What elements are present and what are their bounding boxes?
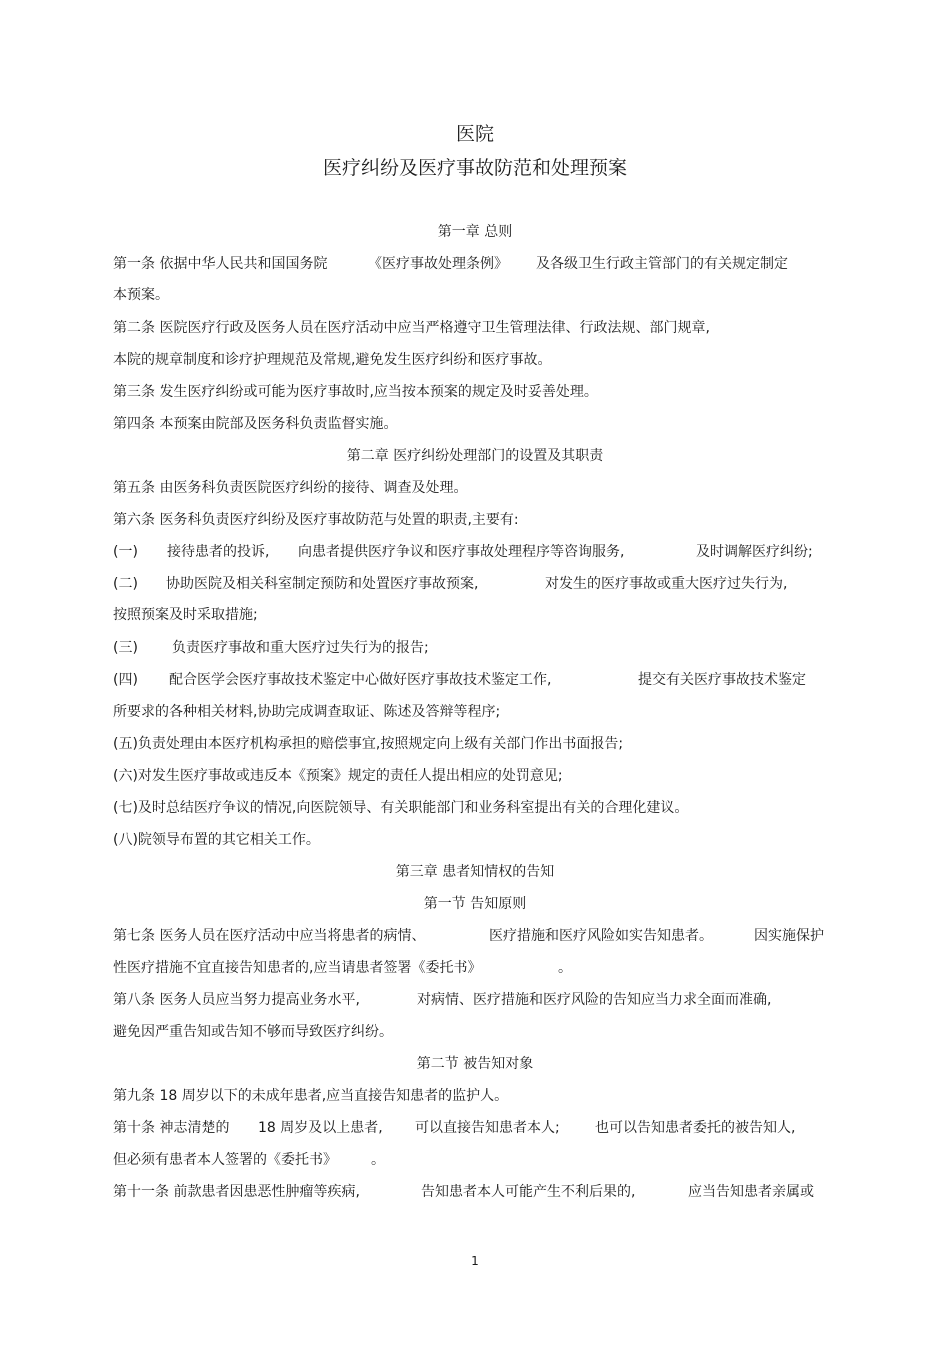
chapter-heading-1: 第一章 总则 xyxy=(437,224,513,240)
article-11-line-1: 第十一条 前款患者因患恶性肿瘤等疾病, 告知患者本人可能产生不利后果的, 应当告知患者亲属或 xyxy=(113,1184,814,1200)
duty-item-2-line-2: 按照预案及时采取措施; xyxy=(113,607,258,623)
article-7-line-1: 第七条 医务人员在医疗活动中应当将患者的病情、 医疗措施和医疗风险如实告知患者。 因实施保护 xyxy=(113,928,824,944)
article-3: 第三条 发生医疗纠纷或可能为医疗事故时,应当按本预案的规定及时妥善处理。 xyxy=(113,384,598,400)
section-heading-2: 第二节 被告知对象 xyxy=(416,1056,534,1072)
duty-item-2-line-1: (二) 协助医院及相关科室制定预防和处置医疗事故预案, 对发生的医疗事故或重大医疗过失行为, xyxy=(113,576,788,592)
article-1-line-1: 第一条 依据中华人民共和国国务院 《医疗事故处理条例》 及各级卫生行政主管部门的有关规定制定 xyxy=(113,256,788,272)
duty-item-1: (一) 接待患者的投诉, 向患者提供医疗争议和医疗事故处理程序等咨询服务, 及时调解医疗纠纷; xyxy=(113,544,813,560)
article-5: 第五条 由医务科负责医院医疗纠纷的接待、调查及处理。 xyxy=(113,480,468,496)
article-6: 第六条 医务科负责医疗纠纷及医疗事故防范与处置的职责,主要有: xyxy=(113,512,519,528)
duty-item-3: (三) 负责医疗事故和重大医疗过失行为的报告; xyxy=(113,640,429,656)
document-title-line-1: 医院 xyxy=(455,123,494,145)
article-4: 第四条 本预案由院部及医务科负责监督实施。 xyxy=(113,416,398,432)
chapter-heading-2: 第二章 医疗纠纷处理部门的设置及其职责 xyxy=(346,448,604,464)
article-9: 第九条 18 周岁以下的未成年患者,应当直接告知患者的监护人。 xyxy=(113,1088,509,1104)
duty-item-8: (八)院领导布置的其它相关工作。 xyxy=(113,832,320,848)
article-8-line-1: 第八条 医务人员应当努力提高业务水平, 对病情、医疗措施和医疗风险的告知应当力求全面而准确, xyxy=(113,992,772,1008)
section-heading-1: 第一节 告知原则 xyxy=(423,896,527,912)
article-2-line-2: 本院的规章制度和诊疗护理规范及常规,避免发生医疗纠纷和医疗事故。 xyxy=(113,352,552,368)
chapter-heading-3: 第三章 患者知情权的告知 xyxy=(395,864,555,880)
article-1-line-2: 本预案。 xyxy=(113,287,169,303)
duty-item-6: (六)对发生医疗事故或违反本《预案》规定的责任人提出相应的处罚意见; xyxy=(113,768,563,784)
article-7-line-2: 性医疗措施不宜直接告知患者的,应当请患者签署《委托书》 。 xyxy=(113,960,572,976)
article-10-line-2: 但必须有患者本人签署的《委托书》 。 xyxy=(113,1152,385,1168)
document-title-line-2: 医疗纠纷及医疗事故防范和处理预案 xyxy=(322,157,627,179)
article-10-line-1: 第十条 神志清楚的 18 周岁及以上患者, 可以直接告知患者本人; 也可以告知患者委托的被告知人, xyxy=(113,1120,796,1136)
duty-item-4-line-2: 所要求的各种相关材料,协助完成调查取证、陈述及答辩等程序; xyxy=(113,704,501,720)
duty-item-4-line-1: (四) 配合医学会医疗事故技术鉴定中心做好医疗事故技术鉴定工作, 提交有关医疗事故技术鉴定 xyxy=(113,672,806,688)
article-2-line-1: 第二条 医院医疗行政及医务人员在医疗活动中应当严格遵守卫生管理法律、行政法规、部门规章, xyxy=(113,320,710,336)
duty-item-7: (七)及时总结医疗争议的情况,向医院领导、有关职能部门和业务科室提出有关的合理化建议。 xyxy=(113,800,689,816)
page-number: 1 xyxy=(471,1254,479,1268)
article-8-line-2: 避免因严重告知或告知不够而导致医疗纠纷。 xyxy=(113,1024,393,1040)
duty-item-5: (五)负责处理由本医疗机构承担的赔偿事宜,按照规定向上级有关部门作出书面报告; xyxy=(113,736,624,752)
